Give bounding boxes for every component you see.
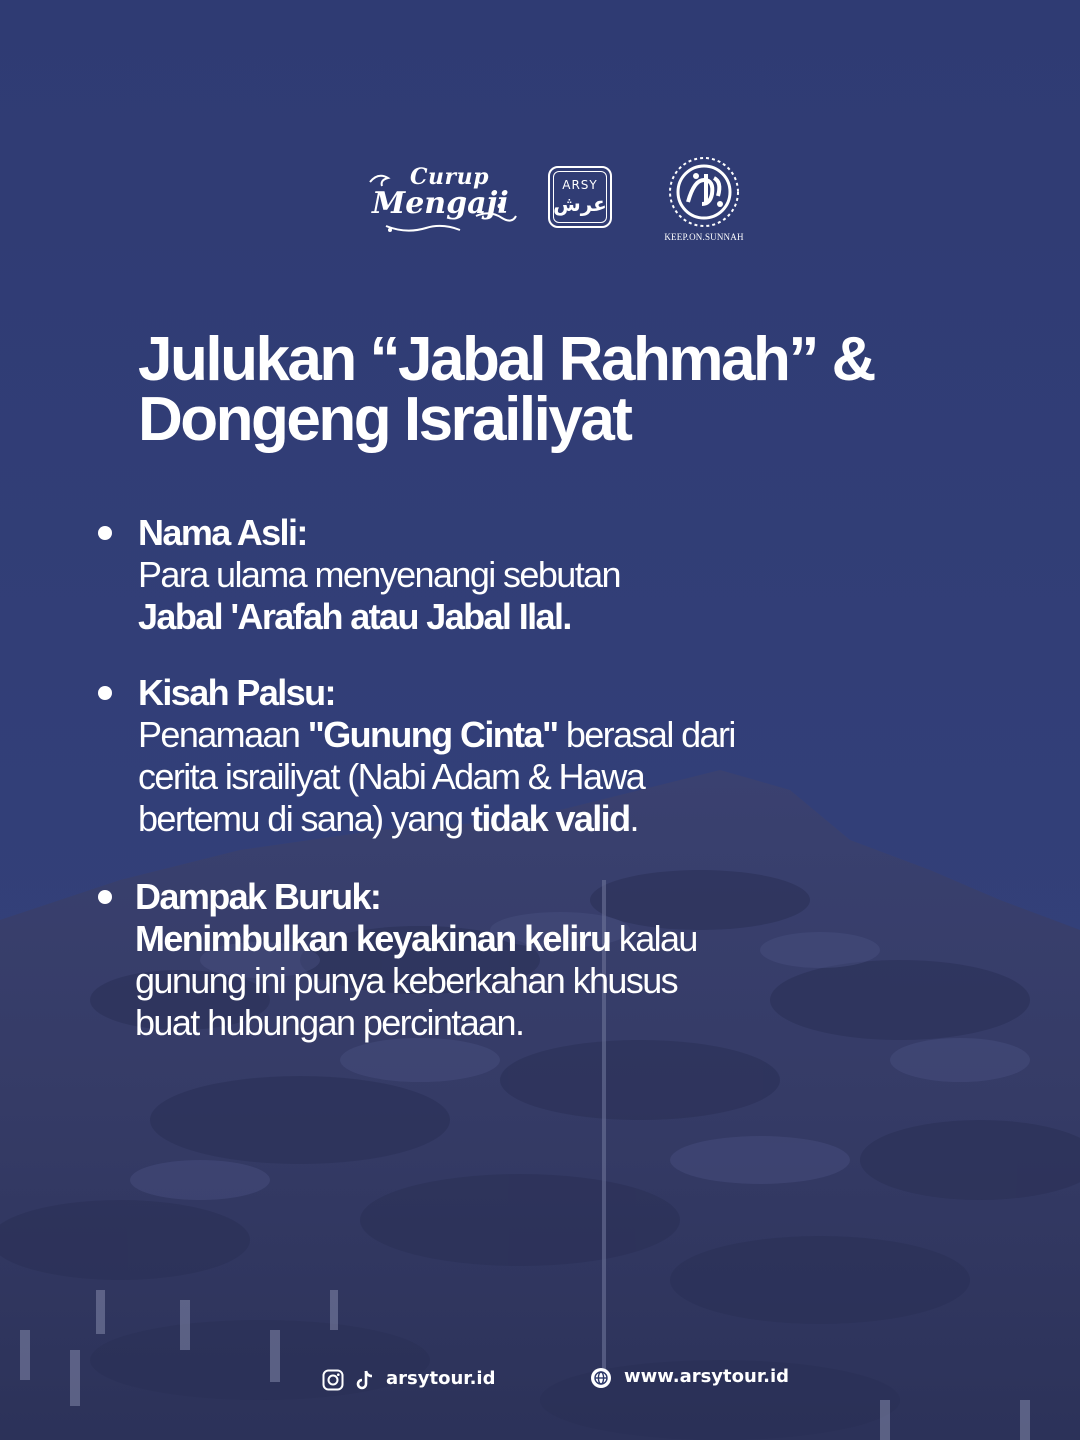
- partner-logos: [0, 150, 1080, 250]
- text-segment: kalau: [610, 918, 697, 959]
- curup-logo-text: Curup: [410, 164, 489, 190]
- instagram-icon[interactable]: [322, 1369, 344, 1396]
- bullet-text-line: [135, 918, 855, 960]
- globe-icon[interactable]: [590, 1367, 612, 1394]
- text-segment-bold: "Gunung Cinta": [307, 714, 558, 755]
- text-segment: .: [629, 798, 638, 839]
- bullet-heading: Nama Asli:: [138, 512, 307, 553]
- title-line-1: Julukan “Jabal Rahmah” &: [138, 325, 874, 394]
- bullet-text-line-bold: Jabal 'Arafah atau Jabal Ilal.: [138, 596, 571, 637]
- text-segment-bold: tidak valid: [471, 798, 630, 839]
- text-segment-bold: Menimbulkan keyakinan keliru: [135, 918, 611, 959]
- title-line-2: Dongeng Israiliyat: [138, 385, 631, 454]
- bullet-text-line: [138, 714, 858, 756]
- arsy-logo: [548, 166, 616, 232]
- bullet-dot-icon: [98, 890, 112, 904]
- bullet-dot-icon: [98, 526, 112, 540]
- bullet-dot-icon: [98, 686, 112, 700]
- arsy-arabic-text: عرش: [553, 192, 607, 216]
- bullet-heading: Dampak Buruk:: [135, 876, 381, 917]
- social-handle[interactable]: arsytour.id: [386, 1368, 496, 1389]
- bullet-heading: Kisah Palsu:: [138, 672, 335, 713]
- text-segment: Penamaan: [138, 714, 308, 755]
- text-segment: berasal dari: [557, 714, 735, 755]
- arsy-latin-text: ARSY: [562, 178, 598, 192]
- bullet-text-line: gunung ini punya keberkahan khusus: [135, 960, 678, 1001]
- mengaji-logo-text: Mengaji: [372, 186, 509, 221]
- keep-on-sunnah-text: KEEP.ON.SUNNAH: [664, 232, 744, 242]
- bullet-text-line: [138, 798, 858, 840]
- tiktok-icon[interactable]: [356, 1369, 376, 1396]
- page-title: [138, 325, 958, 454]
- bullet-text-line: Para ulama menyenangi sebutan: [138, 554, 620, 595]
- text-segment: bertemu di sana) yang: [138, 798, 472, 839]
- website-link[interactable]: www.arsytour.id: [624, 1366, 790, 1387]
- calligraphy-emblem: [662, 154, 746, 232]
- bullet-text-line: cerita israiliyat (Nabi Adam & Hawa: [138, 756, 645, 797]
- curup-mengaji-logo: [366, 160, 518, 234]
- bullet-text-line: buat hubungan percintaan.: [135, 1002, 524, 1043]
- keep-on-sunnah-logo: [662, 154, 746, 246]
